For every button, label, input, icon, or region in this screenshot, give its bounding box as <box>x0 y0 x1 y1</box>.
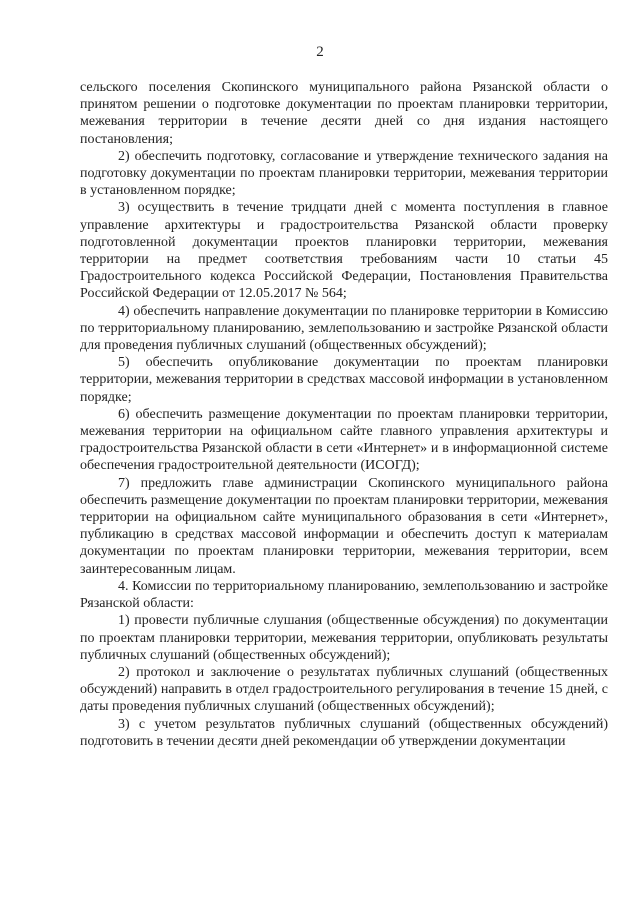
paragraph: 7) предложить главе администрации Скопинского муниципального района обеспечить размещение документации по проектам планировки территории, межевания территории на официальном сайте муниципального образования в сети «Интернет», публикацию в средствах массовой информации и обеспечить доступ к материалам документации по проектам планировки территории, межевания территории, всем заинтересованным лицам. <box>80 475 608 577</box>
paragraph: 6) обеспечить размещение документации по проектам планировки территории, межевания территории на официальном сайте главного управления архитектуры и градостроительства Рязанской области в сети «Интернет» и в информационной системе обеспечения градостроительной деятельности (ИСОГД); <box>80 406 608 474</box>
paragraph: 2) протокол и заключение о результатах публичных слушаний (общественных обсуждений) направить в отдел градостроительного регулирования в течение 15 дней, с даты проведения публичных слушаний (общественных обсуждений); <box>80 664 608 715</box>
paragraph: 3) с учетом результатов публичных слушаний (общественных обсуждений) подготовить в течении десяти дней рекомендации об утверждении документации <box>80 716 608 749</box>
document-body <box>80 79 608 750</box>
paragraph: 5) обеспечить опубликование документации по проектам планировки территории, межевания территории в средствах массовой информации в установленном порядке; <box>80 355 608 405</box>
paragraph: сельского поселения Скопинского муниципального района Рязанской области о принятом решении о подготовке документации по проектам планировки территории, межевания территории в течение десяти дней со дня издания настоящего постановления; <box>80 80 608 147</box>
paragraph: 2) обеспечить подготовку, согласование и утверждение технического задания на подготовку документации по проектам планировки территории, межевания территории в установленном порядке; <box>80 148 608 199</box>
paragraph: 4. Комиссии по территориальному планированию, землепользованию и застройке Рязанской области: <box>80 578 608 612</box>
paragraph: 4) обеспечить направление документации по планировке территории в Комиссию по территориальному планированию, землепользованию и застройке Рязанской области для проведения публичных слушаний (общественных обсуждений); <box>80 303 608 354</box>
paragraph: 1) провести публичные слушания (общественные обсуждения) по документации по проектам планировки территории, межевания территории, опубликовать результаты публичных слушаний (общественных обсуждений); <box>80 613 608 663</box>
paragraph: 3) осуществить в течение тридцати дней с момента поступления в главное управление архитектуры и градостроительства Рязанской области проверку подготовленной документации проектов планировки территории, межевания территории на предмет соответствия требованиям части 10 статьи 45 Градостроительного кодекса Российской Федерации, Постановления Правительства Российской Федерации от 12.05.2017 № 564; <box>80 200 608 302</box>
page-number: 2 <box>316 44 324 60</box>
